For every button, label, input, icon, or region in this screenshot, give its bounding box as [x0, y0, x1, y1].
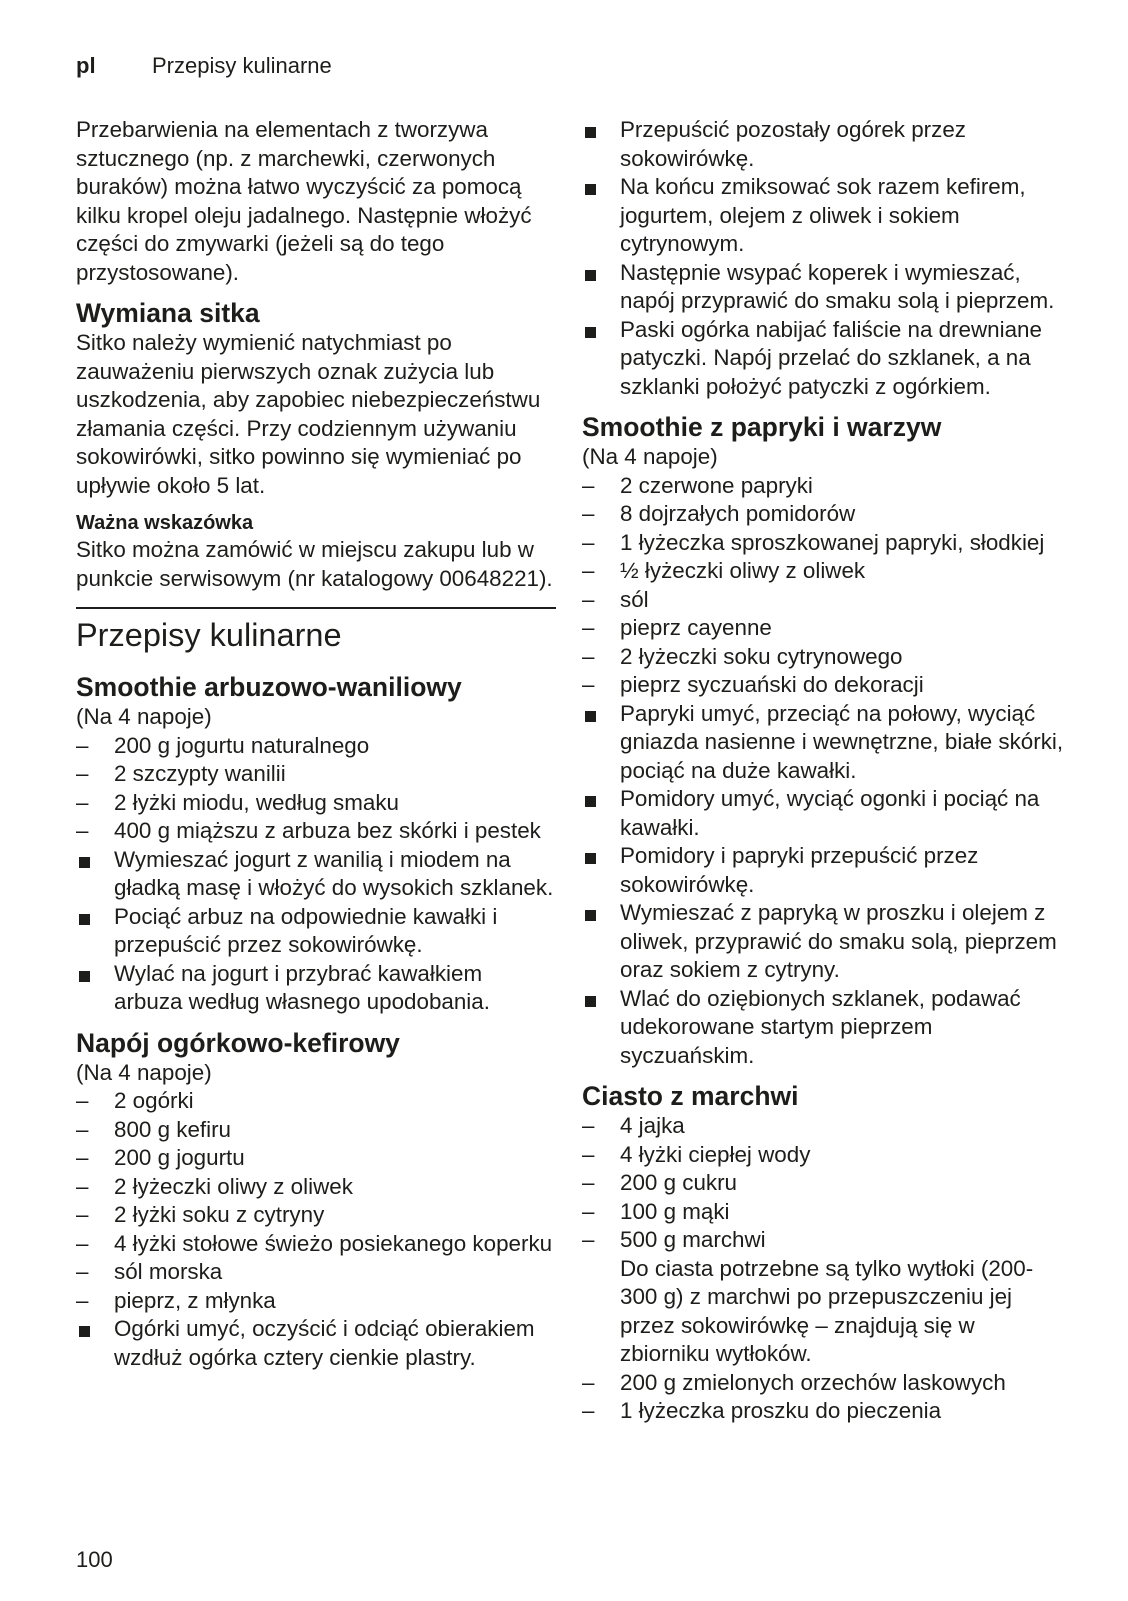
list-item: – 2 ogórki: [76, 1087, 556, 1116]
napoj-servings: (Na 4 napoje): [76, 1059, 212, 1085]
papryka-steps: [582, 700, 1064, 1071]
note-heading: Ważna wskazówka: [76, 512, 254, 534]
list-item: – 400 g miąższu z arbuza bez skórki i pestek: [76, 817, 556, 846]
sitka-paragraph: Sitko należy wymienić natychmiast po zauważeniu pierwszych oznak zużycia lub uszkodzenia, aby zapobiec niebezpieczeństwu złamania części. Przy codziennym używaniu sokowirówki, sitko powinno się wymieniać po upływie około 5 lat.: [76, 330, 541, 498]
sitka-heading: Wymiana sitka: [76, 298, 260, 328]
list-item: – pieprz syczuański do dekoracji: [582, 671, 1064, 700]
list-item: Następnie wsypać koperek i wymieszać, napój przyprawić do smaku solą i pieprzem.: [582, 259, 1064, 316]
list-item: Wylać na jogurt i przybrać kawałkiem arbuza według własnego upodobania.: [76, 960, 556, 1017]
list-item: – 100 g mąki: [582, 1198, 1064, 1227]
right-column: [582, 116, 1064, 1426]
list-item: – 8 dojrzałych pomidorów: [582, 500, 1064, 529]
list-item: – 2 łyżki miodu, według smaku: [76, 789, 556, 818]
list-item: Pomidory i papryki przepuścić przez sokowirówkę.: [582, 842, 1064, 899]
list-item: Papryki umyć, przeciąć na połowy, wyciąć gniazda nasienne i wewnętrzne, białe skórki, pociąć na duże kawałki.: [582, 700, 1064, 786]
list-item: – sól morska: [76, 1258, 556, 1287]
list-item: Pociąć arbuz na odpowiednie kawałki i przepuścić przez sokowirówkę.: [76, 903, 556, 960]
section-title: Przepisy kulinarne: [76, 617, 342, 653]
list-item: – sól: [582, 586, 1064, 615]
list-item: – 2 szczypty wanilii: [76, 760, 556, 789]
list-item: – 2 łyżki soku z cytryny: [76, 1201, 556, 1230]
list-item: – 200 g jogurtu naturalnego: [76, 732, 556, 761]
napoj-steps: [76, 1315, 556, 1372]
ciasto-ingredients: [582, 1112, 1064, 1426]
list-item: – 2 łyżeczki oliwy z oliwek: [76, 1173, 556, 1202]
list-item: Pomidory umyć, wyciąć ogonki i pociąć na kawałki.: [582, 785, 1064, 842]
list-item: Wymieszać z papryką w proszku i olejem z oliwek, przyprawić do smaku solą, pieprzem oraz sokiem z cytryny.: [582, 899, 1064, 985]
papryka-servings: (Na 4 napoje): [582, 444, 718, 469]
list-item: Paski ogórka nabijać faliście na drewniane patyczki. Napój przelać do szklanek, a na szklanki położyć patyczki z ogórkiem.: [582, 316, 1064, 402]
language-code: pl: [76, 53, 96, 78]
section-divider: [76, 607, 556, 655]
ciasto-note: Do ciasta potrzebne są tylko wytłoki (200-300 g) z marchwi po przepuszczeniu jej przez sokowirówkę – znajdują się w zbiorniku wytłoków.: [620, 1255, 1034, 1366]
smoothie-steps: [76, 846, 556, 1017]
list-item: – pieprz cayenne: [582, 614, 1064, 643]
ciasto-heading: Ciasto z marchwi: [582, 1081, 799, 1111]
napoj-ingredients: [76, 1087, 556, 1315]
smoothie-heading: Smoothie arbuzowo-waniliowy: [76, 672, 462, 702]
list-item: – 2 czerwone papryki: [582, 472, 1064, 501]
left-column: [76, 116, 556, 1372]
list-item: – pieprz, z młynka: [76, 1287, 556, 1316]
list-item: – 500 g marchwi: [582, 1226, 1064, 1255]
list-item: Przepuścić pozostały ogórek przez sokowirówkę.: [582, 116, 1064, 173]
list-item: Na końcu zmiksować sok razem kefirem, jogurtem, olejem z oliwek i sokiem cytrynowym.: [582, 173, 1064, 259]
napoj-heading: Napój ogórkowo-kefirowy: [76, 1027, 400, 1058]
napoj-steps-continued: [582, 116, 1064, 401]
page-header: [76, 52, 332, 80]
list-item: – 200 g jogurtu: [76, 1144, 556, 1173]
page-number: 100: [76, 1547, 113, 1572]
smoothie-servings: (Na 4 napoje): [76, 704, 212, 729]
list-item: Ogórki umyć, oczyścić i odciąć obierakiem wzdłuż ogórka cztery cienkie plastry.: [76, 1315, 556, 1372]
header-title: Przepisy kulinarne: [152, 53, 332, 78]
list-item: – 200 g zmielonych orzechów laskowych: [582, 1369, 1064, 1398]
list-item: – 800 g kefiru: [76, 1116, 556, 1145]
papryka-ingredients: [582, 472, 1064, 700]
list-item: – 4 łyżki ciepłej wody: [582, 1141, 1064, 1170]
list-item: – 1 łyżeczka sproszkowanej papryki, słodkiej: [582, 529, 1064, 558]
list-item: – 200 g cukru: [582, 1169, 1064, 1198]
list-item: – 2 łyżeczki soku cytrynowego: [582, 643, 1064, 672]
list-item: Wymieszać jogurt z wanilią i miodem na gładką masę i włożyć do wysokich szklanek.: [76, 846, 556, 903]
note-paragraph: Sitko można zamówić w miejscu zakupu lub w punkcie serwisowym (nr katalogowy 00648221).: [76, 537, 553, 591]
list-item: – 1 łyżeczka proszku do pieczenia: [582, 1397, 1064, 1426]
list-item: Wlać do oziębionych szklanek, podawać udekorowane startym pieprzem syczuańskim.: [582, 985, 1064, 1071]
list-item: – 4 jajka: [582, 1112, 1064, 1141]
intro-paragraph: Przebarwienia na elementach z tworzywa sztucznego (np. z marchewki, czerwonych buraków) można łatwo wyczyścić za pomocą kilku kropel oleju jadalnego. Następnie włożyć części do zmywarki (jeżeli są do tego przystosowane).: [76, 117, 532, 285]
smoothie-ingredients: [76, 732, 556, 846]
papryka-heading: Smoothie z papryki i warzyw: [582, 412, 942, 442]
list-item: – 4 łyżki stołowe świeżo posiekanego koperku: [76, 1230, 556, 1259]
list-item: – ½ łyżeczki oliwy z oliwek: [582, 557, 1064, 586]
